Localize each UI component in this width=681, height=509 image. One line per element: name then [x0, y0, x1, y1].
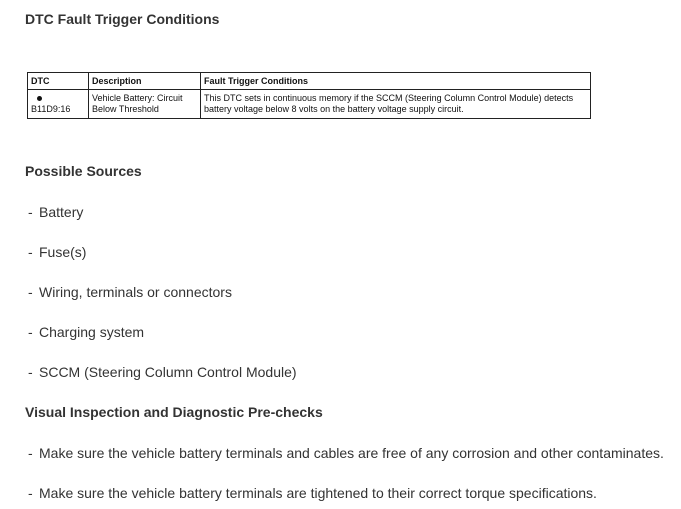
dash-marker: -: [28, 364, 33, 380]
list-item: [25, 445, 664, 461]
list-item: [25, 364, 297, 380]
dash-marker: -: [28, 244, 33, 260]
conditions-cell: This DTC sets in continuous memory if the SCCM (Steering Column Control Module) detects battery voltage below 8 volts on the battery voltage supply circuit.: [201, 90, 591, 119]
source-text: Battery: [39, 204, 84, 220]
list-item: [25, 324, 144, 340]
visual-inspection-title: Visual Inspection and Diagnostic Pre-checks: [25, 404, 323, 420]
list-item: [25, 284, 232, 300]
dtc-table: [27, 72, 591, 119]
list-item: [25, 485, 597, 501]
source-text: SCCM (Steering Column Control Module): [39, 364, 297, 380]
list-item: [25, 244, 86, 260]
list-item: [25, 204, 83, 220]
inspection-text: Make sure the vehicle battery terminals are tightened to their correct torque specifications.: [39, 485, 597, 501]
dash-marker: -: [28, 204, 33, 220]
column-header-fault-trigger: Fault Trigger Conditions: [201, 73, 591, 90]
inspection-text: Make sure the vehicle battery terminals and cables are free of any corrosion and other contaminates.: [39, 445, 664, 461]
source-text: Wiring, terminals or connectors: [39, 284, 232, 300]
source-text: Charging system: [39, 324, 145, 340]
column-header-description: Description: [89, 73, 201, 90]
dtc-cell: [28, 90, 89, 119]
dash-marker: -: [28, 324, 33, 340]
column-header-dtc: DTC: [28, 73, 89, 90]
table-header-row: [28, 73, 591, 90]
source-text: Fuse(s): [39, 244, 87, 260]
dtc-code: B11D9:16: [31, 104, 71, 114]
possible-sources-title: Possible Sources: [25, 163, 142, 179]
table-row: [28, 90, 591, 119]
dash-marker: -: [28, 485, 33, 501]
dtc-section-title: DTC Fault Trigger Conditions: [25, 11, 220, 27]
dash-marker: -: [28, 284, 33, 300]
bullet-icon: [37, 96, 42, 101]
dash-marker: -: [28, 445, 33, 461]
description-cell: Vehicle Battery: Circuit Below Threshold: [89, 90, 201, 119]
